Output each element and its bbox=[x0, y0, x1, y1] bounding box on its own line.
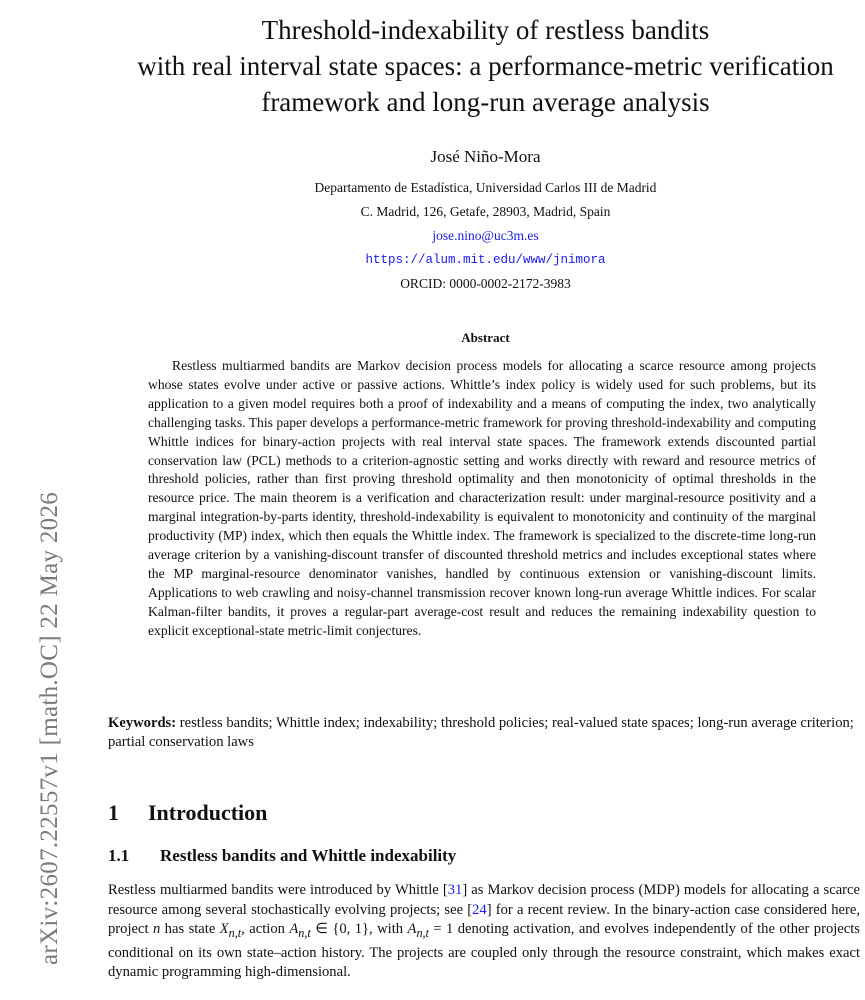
math-a: A bbox=[289, 921, 299, 938]
intro-text-2: ] as Markov decision process (MDP) models for allocating a scarce resource among several stochastically evolving projects; see [ bbox=[108, 882, 860, 918]
math-sub-1: n,t bbox=[228, 926, 242, 941]
paper-title bbox=[106, 12, 865, 120]
author-orcid: ORCID: 0000-0002-2172-3983 bbox=[400, 276, 571, 291]
math-a-2: A bbox=[407, 921, 417, 938]
intro-text-4: has state bbox=[160, 921, 220, 938]
math-x: X bbox=[219, 921, 229, 938]
author-affiliation: Departamento de Estadística, Universidad Carlos III de Madrid bbox=[314, 180, 657, 195]
subsection-title: Restless bandits and Whittle indexability bbox=[160, 846, 457, 865]
author-name: José Niño-Mora bbox=[430, 147, 541, 166]
intro-text-3: ] for a recent review. In the binary-action case considered here, project bbox=[108, 901, 860, 938]
arxiv-sidebar bbox=[0, 0, 63, 1000]
intro-paragraph bbox=[108, 881, 860, 983]
citation-link-31[interactable]: 31 bbox=[447, 882, 463, 898]
author-url-link[interactable]: https://alum.mit.edu/www/jnimora bbox=[365, 253, 606, 267]
math-n: n bbox=[152, 921, 161, 938]
author-email-link[interactable]: jose.nino@uc3m.es bbox=[432, 228, 539, 243]
section-heading bbox=[108, 800, 267, 826]
abstract-heading: Abstract bbox=[461, 330, 510, 345]
subsection-heading bbox=[108, 846, 456, 866]
intro-text-7: = 1 denoting activation, and evolves independently of the other projects conditional on its own state–action history. The projects are coupled only through the resource constraint, which makes exact dynamic programming high-dimensional. bbox=[108, 921, 860, 981]
intro-text-5: , action bbox=[241, 921, 290, 938]
title-line-1: Threshold-indexability of restless bandits bbox=[261, 15, 710, 45]
author-address: C. Madrid, 126, Getafe, 28903, Madrid, Spain bbox=[360, 204, 611, 219]
author-block bbox=[106, 144, 865, 296]
title-line-3: framework and long-run average analysis bbox=[261, 87, 710, 117]
math-sub-2: n,t bbox=[298, 926, 311, 941]
math-sub-3: n,t bbox=[416, 926, 429, 941]
section-number: 1 bbox=[108, 800, 119, 825]
section-title: Introduction bbox=[148, 800, 268, 825]
subsection-number: 1.1 bbox=[108, 846, 130, 865]
abstract-text: Restless multiarmed bandits are Markov decision process models for allocating a scarce resource among projects whose states evolve under active or passive actions. Whittle’s index policy is widely used for such problems, but its application to a given model requires both a proof of indexability and a means of computing the index, two analytically challenging tasks. This paper develops a performance-metric framework for proving threshold-indexability and computing Whittle indices for binary-action projects with real interval state spaces. The framework extends discounted partial conservation law (PCL) methods to a criterion-agnostic setting and works directly with reward and resource metrics of threshold policies, rather than first proving threshold optimality and then monotonicity of optimal thresholds in the resource price. The main theorem is a verification and characterization result: under marginal-resource positivity and a marginal integration-by-parts identity, threshold-indexability is equivalent to monotonicity and continuity of the marginal productivity (MP) index, which then equals the Whittle index. The framework is specialized to the discrete-time long-run average criterion by a vanishing-discount transfer of discounted threshold metrics and includes exceptional states where the MP marginal-resource denominator vanishes, handled by continuous extension or vanishing-discount limits. Applications to web crawling and noisy-channel transmission recover known long-run average Whittle indices. For scalar Kalman-filter bandits, it proves a regular-part average-cost result and reduces the remaining indexability question to explicit exceptional-state metric-limit conjectures. bbox=[148, 358, 816, 638]
citation-link-24[interactable]: 24 bbox=[472, 901, 487, 918]
intro-text-1: Restless multiarmed bandits were introduced by Whittle [ bbox=[108, 882, 448, 898]
keywords bbox=[108, 714, 860, 752]
arxiv-identifier: arXiv:2607.22557v1 [math.OC] 22 May 2026 bbox=[36, 491, 63, 965]
keywords-label: Keywords: bbox=[108, 715, 177, 731]
keywords-text: restless bandits; Whittle index; indexability; threshold policies; real-valued state spaces; long-run average criterion; partial conservation laws bbox=[108, 715, 854, 750]
intro-text-6: ∈ {0, 1}, with bbox=[310, 921, 408, 938]
title-line-2: with real interval state spaces: a performance-metric verification bbox=[137, 51, 834, 81]
